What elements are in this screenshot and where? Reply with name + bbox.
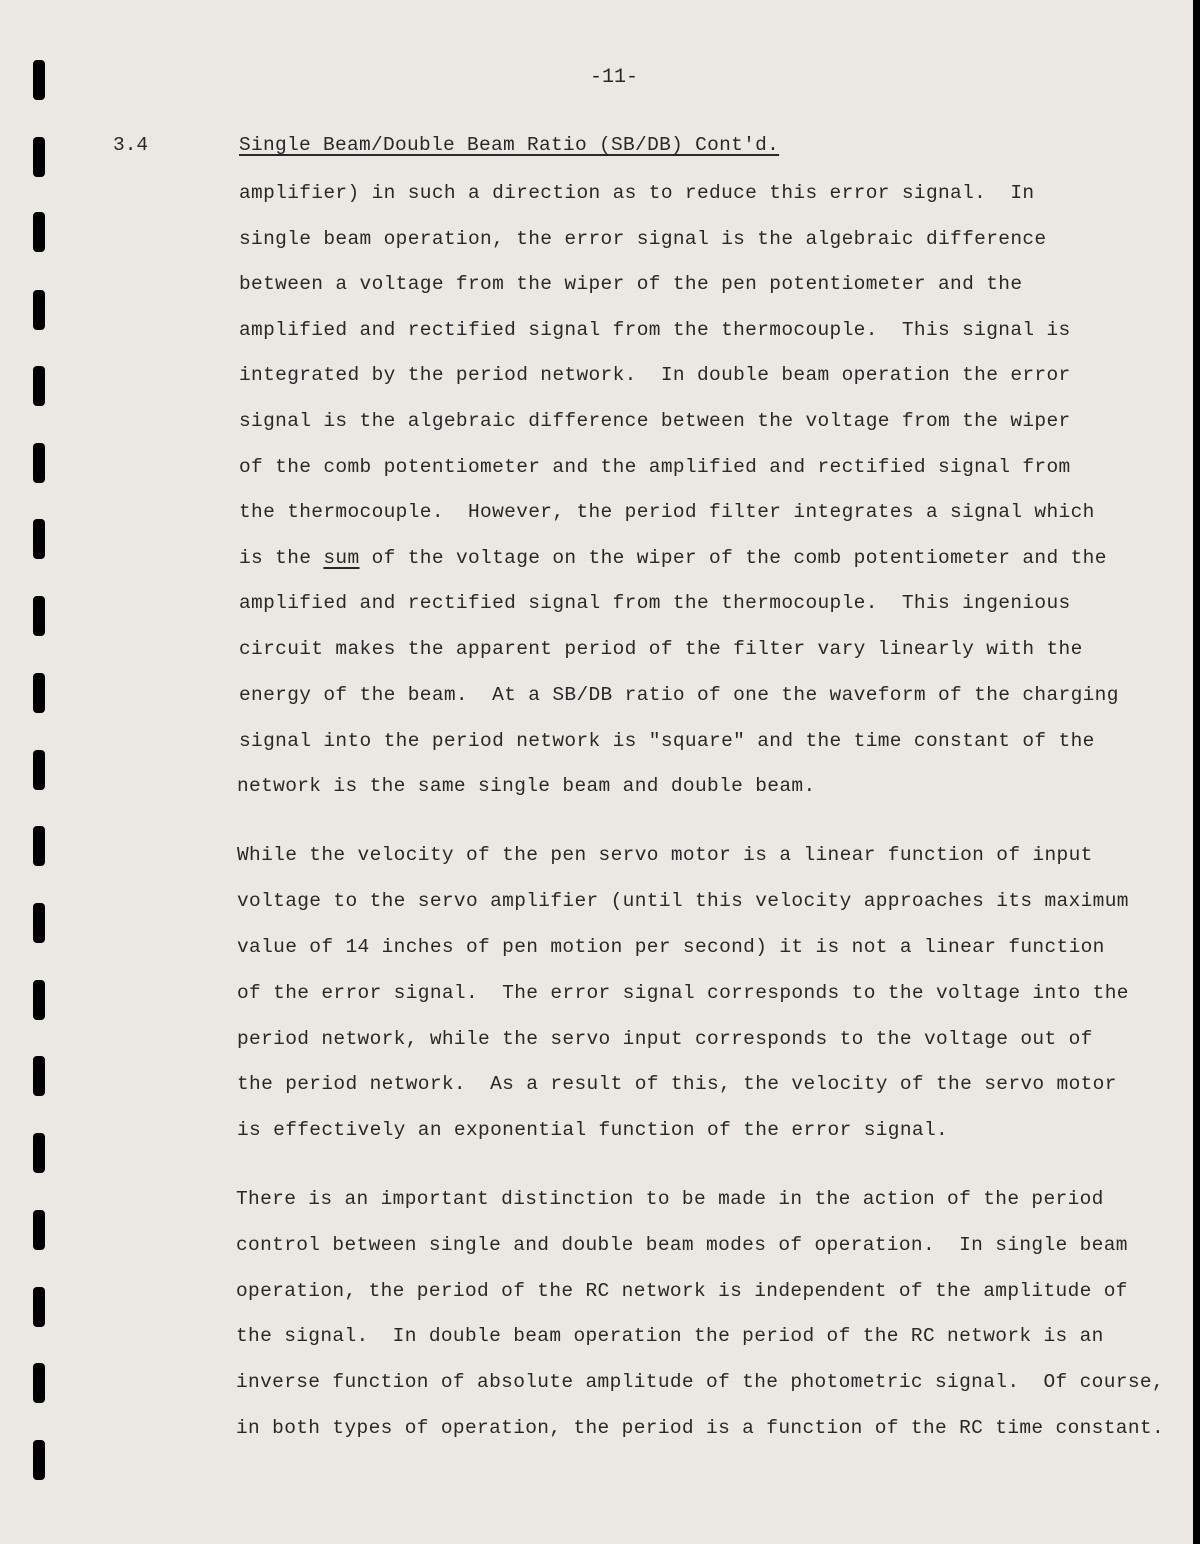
section-number: 3.4 [113, 134, 149, 156]
paragraph-line: amplified and rectified signal from the thermocouple. This ingenious [239, 592, 1071, 614]
paragraph-line: operation, the period of the RC network is independent of the amplitude of [236, 1280, 1128, 1302]
paragraph-line [239, 547, 1107, 569]
binding-hole [33, 1287, 45, 1327]
page-number: -11- [590, 66, 639, 89]
paragraph-line: amplified and rectified signal from the thermocouple. This signal is [239, 319, 1071, 341]
binding-hole [33, 750, 45, 790]
binding-hole [33, 1363, 45, 1403]
line-text: of the voltage on the wiper of the comb potentiometer and the [359, 547, 1107, 569]
binding-hole [33, 519, 45, 559]
binding-hole [33, 826, 45, 866]
paragraph-line: the signal. In double beam operation the period of the RC network is an [236, 1325, 1104, 1347]
binding-hole [33, 137, 45, 177]
paragraph-line: signal is the algebraic difference between the voltage from the wiper [239, 410, 1071, 432]
paragraph-line: control between single and double beam modes of operation. In single beam [236, 1234, 1128, 1256]
paragraph-line: amplifier) in such a direction as to reduce this error signal. In [239, 182, 1035, 204]
paragraph-line: single beam operation, the error signal is the algebraic difference [239, 228, 1047, 250]
binding-hole [33, 903, 45, 943]
section-title: Single Beam/Double Beam Ratio (SB/DB) Cont'd. [239, 134, 780, 156]
paragraph-line: of the error signal. The error signal corresponds to the voltage into the [237, 982, 1129, 1004]
paragraph-line: is effectively an exponential function of the error signal. [237, 1119, 949, 1141]
paragraph-line: the thermocouple. However, the period filter integrates a signal which [239, 501, 1095, 523]
paragraph-line: the period network. As a result of this, the velocity of the servo motor [237, 1073, 1117, 1095]
binding-hole [33, 980, 45, 1020]
paragraph-line: signal into the period network is "square" and the time constant of the [239, 730, 1095, 752]
binding-hole [33, 212, 45, 252]
binding-hole [33, 290, 45, 330]
paragraph-line: inverse function of absolute amplitude of the photometric signal. Of course, [236, 1371, 1164, 1393]
binding-hole [33, 673, 45, 713]
paragraph-line: There is an important distinction to be made in the action of the period [236, 1188, 1104, 1210]
binding-hole [33, 366, 45, 406]
paragraph-line: network is the same single beam and double beam. [237, 775, 816, 797]
binding-hole [33, 1440, 45, 1480]
paragraph-line: voltage to the servo amplifier (until this velocity approaches its maximum [237, 890, 1129, 912]
paragraph-line: integrated by the period network. In double beam operation the error [239, 364, 1071, 386]
binding-hole [33, 60, 45, 100]
binding-hole [33, 1056, 45, 1096]
paragraph-line: value of 14 inches of pen motion per second) it is not a linear function [237, 936, 1105, 958]
binding-hole [33, 443, 45, 483]
paragraph-line: period network, while the servo input corresponds to the voltage out of [237, 1028, 1093, 1050]
emphasized-word: sum [323, 547, 360, 569]
binding-hole [33, 596, 45, 636]
paragraph-line: While the velocity of the pen servo motor is a linear function of input [237, 844, 1093, 866]
line-text: is the [239, 547, 324, 569]
binding-hole [33, 1133, 45, 1173]
paragraph-line: of the comb potentiometer and the amplified and rectified signal from [239, 456, 1071, 478]
paragraph-line: between a voltage from the wiper of the pen potentiometer and the [239, 273, 1023, 295]
paragraph-line: circuit makes the apparent period of the filter vary linearly with the [239, 638, 1083, 660]
paragraph-line: in both types of operation, the period is a function of the RC time constant. [236, 1417, 1164, 1439]
binding-hole [33, 1210, 45, 1250]
paragraph-line: energy of the beam. At a SB/DB ratio of one the waveform of the charging [239, 684, 1119, 706]
